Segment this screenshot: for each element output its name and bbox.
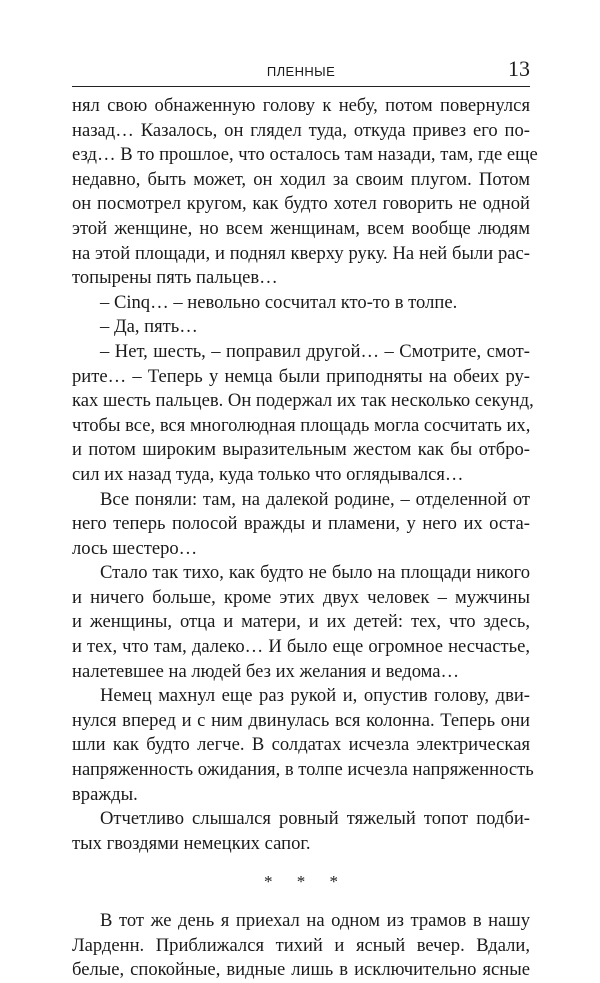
text-line: – Нет, шесть, – поправил другой… – Смотрите, смот- <box>100 340 530 362</box>
section-gap <box>72 895 530 909</box>
text-line: назад… Казалось, он глядел туда, откуда привез его по- <box>72 119 530 141</box>
running-header <box>72 56 530 87</box>
section-gap <box>72 856 530 870</box>
running-title: ПЛЕННЫЕ <box>266 64 336 79</box>
section-separator: * * * <box>264 872 348 892</box>
text-line: Ларденн. Приближался тихий и ясный вечер. Вдали, <box>72 934 530 956</box>
text-line: и женщины, отца и матери, и их детей: тех, что здесь, <box>72 611 530 633</box>
text-line: Стало так тихо, как будто не было на площади никого <box>100 562 530 584</box>
text-line: он посмотрел кругом, как будто хотел говорить не одной <box>72 193 530 215</box>
text-line: топырены пять пальцев… <box>72 267 278 289</box>
body-text <box>72 94 538 983</box>
text-line: этой женщине, но всем женщинам, всем вообще людям <box>72 217 530 239</box>
text-line: налетевшее на людей без их желания и ведома… <box>72 660 460 682</box>
text-line: сил их назад туда, куда только что оглядывался… <box>72 463 464 485</box>
text-line: и ничего больше, кроме этих двух человек – мужчины <box>72 586 530 608</box>
page-number: 13 <box>508 56 530 81</box>
text-line: нял свою обнаженную голову к небу, потом повернулся <box>72 95 530 116</box>
text-line: – Да, пять… <box>100 316 198 338</box>
text-line: недавно, быть может, он ходил за своим плугом. Потом <box>72 168 530 190</box>
text-line: нулся вперед и с ним двинулась вся колонна. Теперь они <box>72 709 530 731</box>
text-line: шли как будто легче. В солдатах исчезла электрическая <box>72 734 530 756</box>
text-line: чтобы все, вся многолюдная площадь могла сосчитать их, <box>72 414 531 436</box>
text-line: ках шесть пальцев. Он подержал их так несколько секунд, <box>72 390 534 412</box>
text-line: лось шестеро… <box>72 537 198 559</box>
text-line: него теперь полосой вражды и пламени, у него их оста- <box>72 513 530 535</box>
text-line: – Cinq… – невольно сосчитал кто-то в толпе. <box>100 291 458 313</box>
text-line: езд… В то прошлое, что осталось там назади, там, где еще <box>72 144 538 166</box>
text-line: В тот же день я приехал на одном из трамов в нашу <box>100 910 530 931</box>
text-line: на этой площади, и поднял кверху руку. На ней были рас- <box>72 242 530 264</box>
text-line: Все поняли: там, на далекой родине, – отделенной от <box>100 488 530 510</box>
text-block-after-separator <box>72 909 530 983</box>
text-line: рите… – Теперь у немца были приподняты на обеих ру- <box>72 365 530 387</box>
text-line: тых гвоздями немецких сапог. <box>72 832 311 854</box>
text-block-before-separator <box>72 94 538 856</box>
text-line: напряженность ожидания, в толпе исчезла напряженность <box>72 759 534 781</box>
text-line: Отчетливо слышался ровный тяжелый топот подби- <box>100 808 530 830</box>
text-line: и тех, что там, далеко… И было еще огромное несчастье, <box>72 636 530 658</box>
text-line: вражды. <box>72 783 138 805</box>
text-line: белые, спокойные, видные лишь в исключительно ясные <box>72 959 530 981</box>
text-line: и потом широким выразительным жестом как бы отбро- <box>72 439 530 461</box>
text-line: Немец махнул еще раз рукой и, опустив голову, дви- <box>100 685 530 707</box>
